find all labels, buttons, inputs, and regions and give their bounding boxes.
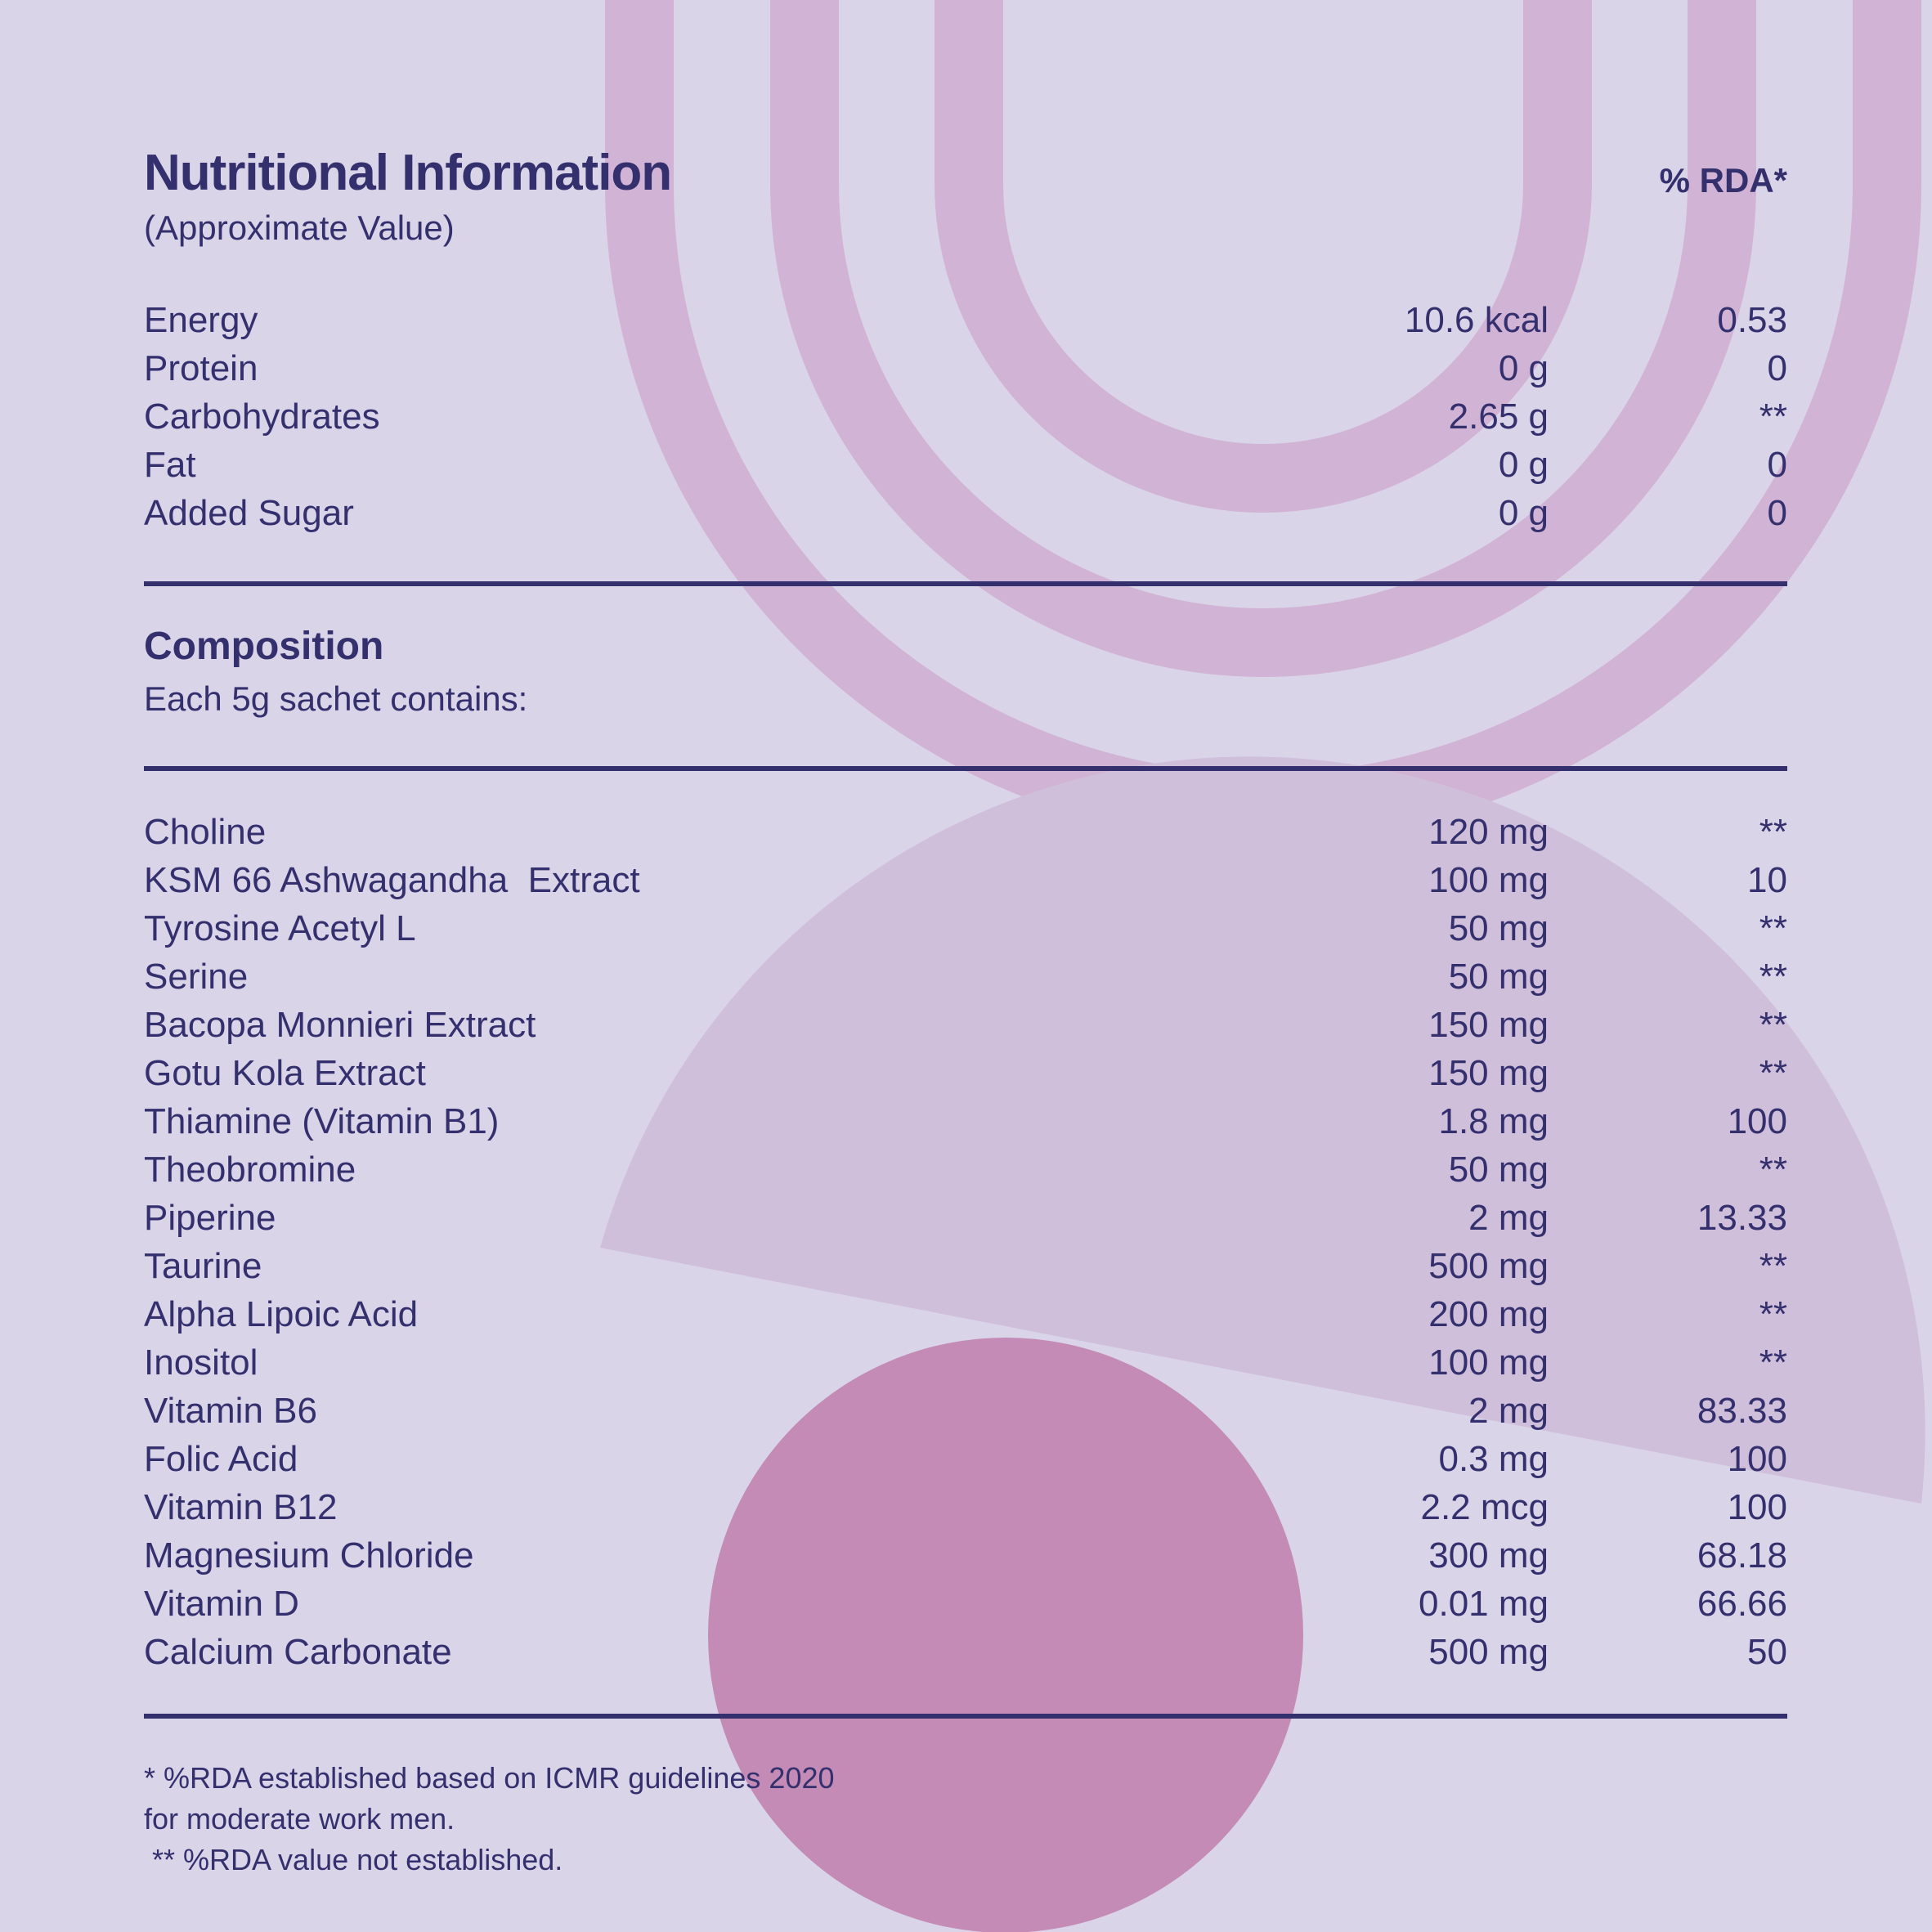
- divider: [144, 766, 1787, 771]
- ingredient-rda: **: [1759, 1294, 1787, 1334]
- table-row: [144, 1097, 1787, 1145]
- table-row: [144, 1628, 1787, 1676]
- nutrient-amount: 10.6 kcal: [1404, 300, 1549, 340]
- footnotes: [144, 1758, 835, 1880]
- ingredient-name: Folic Acid: [144, 1439, 298, 1479]
- ingredient-rda: **: [1759, 1053, 1787, 1093]
- ingredient-rda: **: [1759, 908, 1787, 948]
- table-row: [144, 344, 1787, 392]
- table-row: [144, 1483, 1787, 1531]
- ingredient-amount: 2 mg: [1468, 1391, 1549, 1431]
- ingredient-rda: 100: [1727, 1487, 1787, 1527]
- nutrient-rda: 0: [1767, 445, 1787, 485]
- ingredient-name: Theobromine: [144, 1150, 356, 1190]
- ingredient-name: Tyrosine Acetyl L: [144, 908, 416, 948]
- nutrient-name: Energy: [144, 300, 258, 340]
- ingredient-rda: 100: [1727, 1439, 1787, 1479]
- table-row: [144, 1531, 1787, 1580]
- nutrient-name: Protein: [144, 348, 258, 388]
- ingredient-amount: 500 mg: [1428, 1246, 1549, 1286]
- ingredient-name: Bacopa Monnieri Extract: [144, 1005, 536, 1045]
- ingredient-name: Serine: [144, 957, 249, 997]
- table-row: [144, 1145, 1787, 1194]
- table-row: [144, 1194, 1787, 1242]
- nutrient-name: Fat: [144, 445, 196, 485]
- footnote: * %RDA established based on ICMR guidelines 2020: [144, 1761, 835, 1795]
- ingredient-rda: **: [1759, 957, 1787, 997]
- nutrient-amount: 0 g: [1498, 493, 1549, 533]
- table-row: [144, 808, 1787, 856]
- ingredient-rda: 13.33: [1697, 1198, 1787, 1238]
- table-row: [144, 1049, 1787, 1097]
- nutrient-rda: 0: [1767, 348, 1787, 388]
- table-row: [144, 1580, 1787, 1628]
- nutrient-rda: **: [1759, 397, 1787, 437]
- table-row: [144, 1290, 1787, 1338]
- ingredient-amount: 50 mg: [1448, 908, 1549, 948]
- ingredient-name: Inositol: [144, 1343, 258, 1383]
- ingredient-amount: 50 mg: [1448, 957, 1549, 997]
- ingredient-rda: 50: [1747, 1632, 1787, 1672]
- ingredient-amount: 2.2 mcg: [1420, 1487, 1549, 1527]
- table-row: [144, 392, 1787, 441]
- ingredient-rda: **: [1759, 1150, 1787, 1190]
- ingredient-name: Magnesium Chloride: [144, 1535, 474, 1576]
- ingredient-name: Vitamin B6: [144, 1391, 317, 1431]
- composition-subtitle: Each 5g sachet contains:: [144, 679, 528, 718]
- ingredient-name: Choline: [144, 812, 267, 852]
- footnote: for moderate work men.: [144, 1802, 455, 1836]
- ingredient-name: Vitamin D: [144, 1584, 299, 1624]
- table-row: [144, 1435, 1787, 1483]
- nutrition-label: [144, 0, 1787, 1932]
- nutrient-amount: 0 g: [1498, 348, 1549, 388]
- ingredient-name: KSM 66 Ashwagandha Extract: [144, 860, 640, 900]
- ingredient-name: Gotu Kola Extract: [144, 1053, 426, 1093]
- divider: [144, 581, 1787, 586]
- ingredient-rda: **: [1759, 1246, 1787, 1286]
- table-row: [144, 904, 1787, 953]
- ingredient-rda: 10: [1747, 860, 1787, 900]
- ingredient-rda: **: [1759, 1343, 1787, 1383]
- ingredient-rda: **: [1759, 812, 1787, 852]
- table-row: [144, 856, 1787, 904]
- footnote: ** %RDA value not established.: [144, 1843, 563, 1876]
- ingredient-amount: 300 mg: [1428, 1535, 1549, 1576]
- table-row: [144, 441, 1787, 489]
- composition-title: Composition: [144, 625, 384, 668]
- nutrient-amount: 2.65 g: [1448, 397, 1549, 437]
- page-subtitle: (Approximate Value): [144, 208, 455, 247]
- nutrient-name: Carbohydrates: [144, 397, 380, 437]
- table-row: [144, 953, 1787, 1001]
- table-row: [144, 1387, 1787, 1435]
- ingredient-name: Thiamine (Vitamin B1): [144, 1101, 500, 1141]
- table-row: [144, 296, 1787, 344]
- ingredient-amount: 2 mg: [1468, 1198, 1549, 1238]
- ingredient-rda: 66.66: [1697, 1584, 1787, 1624]
- nutrition-table: [144, 296, 1787, 537]
- nutrient-rda: 0: [1767, 493, 1787, 533]
- table-row: [144, 1001, 1787, 1049]
- ingredient-name: Vitamin B12: [144, 1487, 338, 1527]
- table-row: [144, 1338, 1787, 1387]
- rda-column-header: % RDA*: [1659, 161, 1787, 199]
- ingredient-rda: **: [1759, 1005, 1787, 1045]
- ingredient-amount: 150 mg: [1428, 1005, 1549, 1045]
- nutrient-amount: 0 g: [1498, 445, 1549, 485]
- ingredient-amount: 0.01 mg: [1419, 1584, 1549, 1624]
- ingredient-amount: 100 mg: [1428, 860, 1549, 900]
- ingredient-amount: 200 mg: [1428, 1294, 1549, 1334]
- ingredient-amount: 0.3 mg: [1438, 1439, 1549, 1479]
- composition-table: [144, 808, 1787, 1676]
- ingredient-amount: 1.8 mg: [1438, 1101, 1549, 1141]
- table-row: [144, 489, 1787, 537]
- table-row: [144, 1242, 1787, 1290]
- ingredient-amount: 50 mg: [1448, 1150, 1549, 1190]
- ingredient-amount: 120 mg: [1428, 812, 1549, 852]
- page-title: Nutritional Information: [144, 145, 672, 201]
- ingredient-name: Alpha Lipoic Acid: [144, 1294, 419, 1334]
- ingredient-rda: 100: [1727, 1101, 1787, 1141]
- ingredient-amount: 100 mg: [1428, 1343, 1549, 1383]
- ingredient-name: Taurine: [144, 1246, 262, 1286]
- nutrient-name: Added Sugar: [144, 493, 354, 533]
- divider: [144, 1714, 1787, 1719]
- ingredient-rda: 83.33: [1697, 1391, 1787, 1431]
- ingredient-name: Piperine: [144, 1198, 276, 1238]
- ingredient-amount: 500 mg: [1428, 1632, 1549, 1672]
- ingredient-amount: 150 mg: [1428, 1053, 1549, 1093]
- ingredient-name: Calcium Carbonate: [144, 1632, 452, 1672]
- nutrient-rda: 0.53: [1717, 300, 1787, 340]
- ingredient-rda: 68.18: [1697, 1535, 1787, 1576]
